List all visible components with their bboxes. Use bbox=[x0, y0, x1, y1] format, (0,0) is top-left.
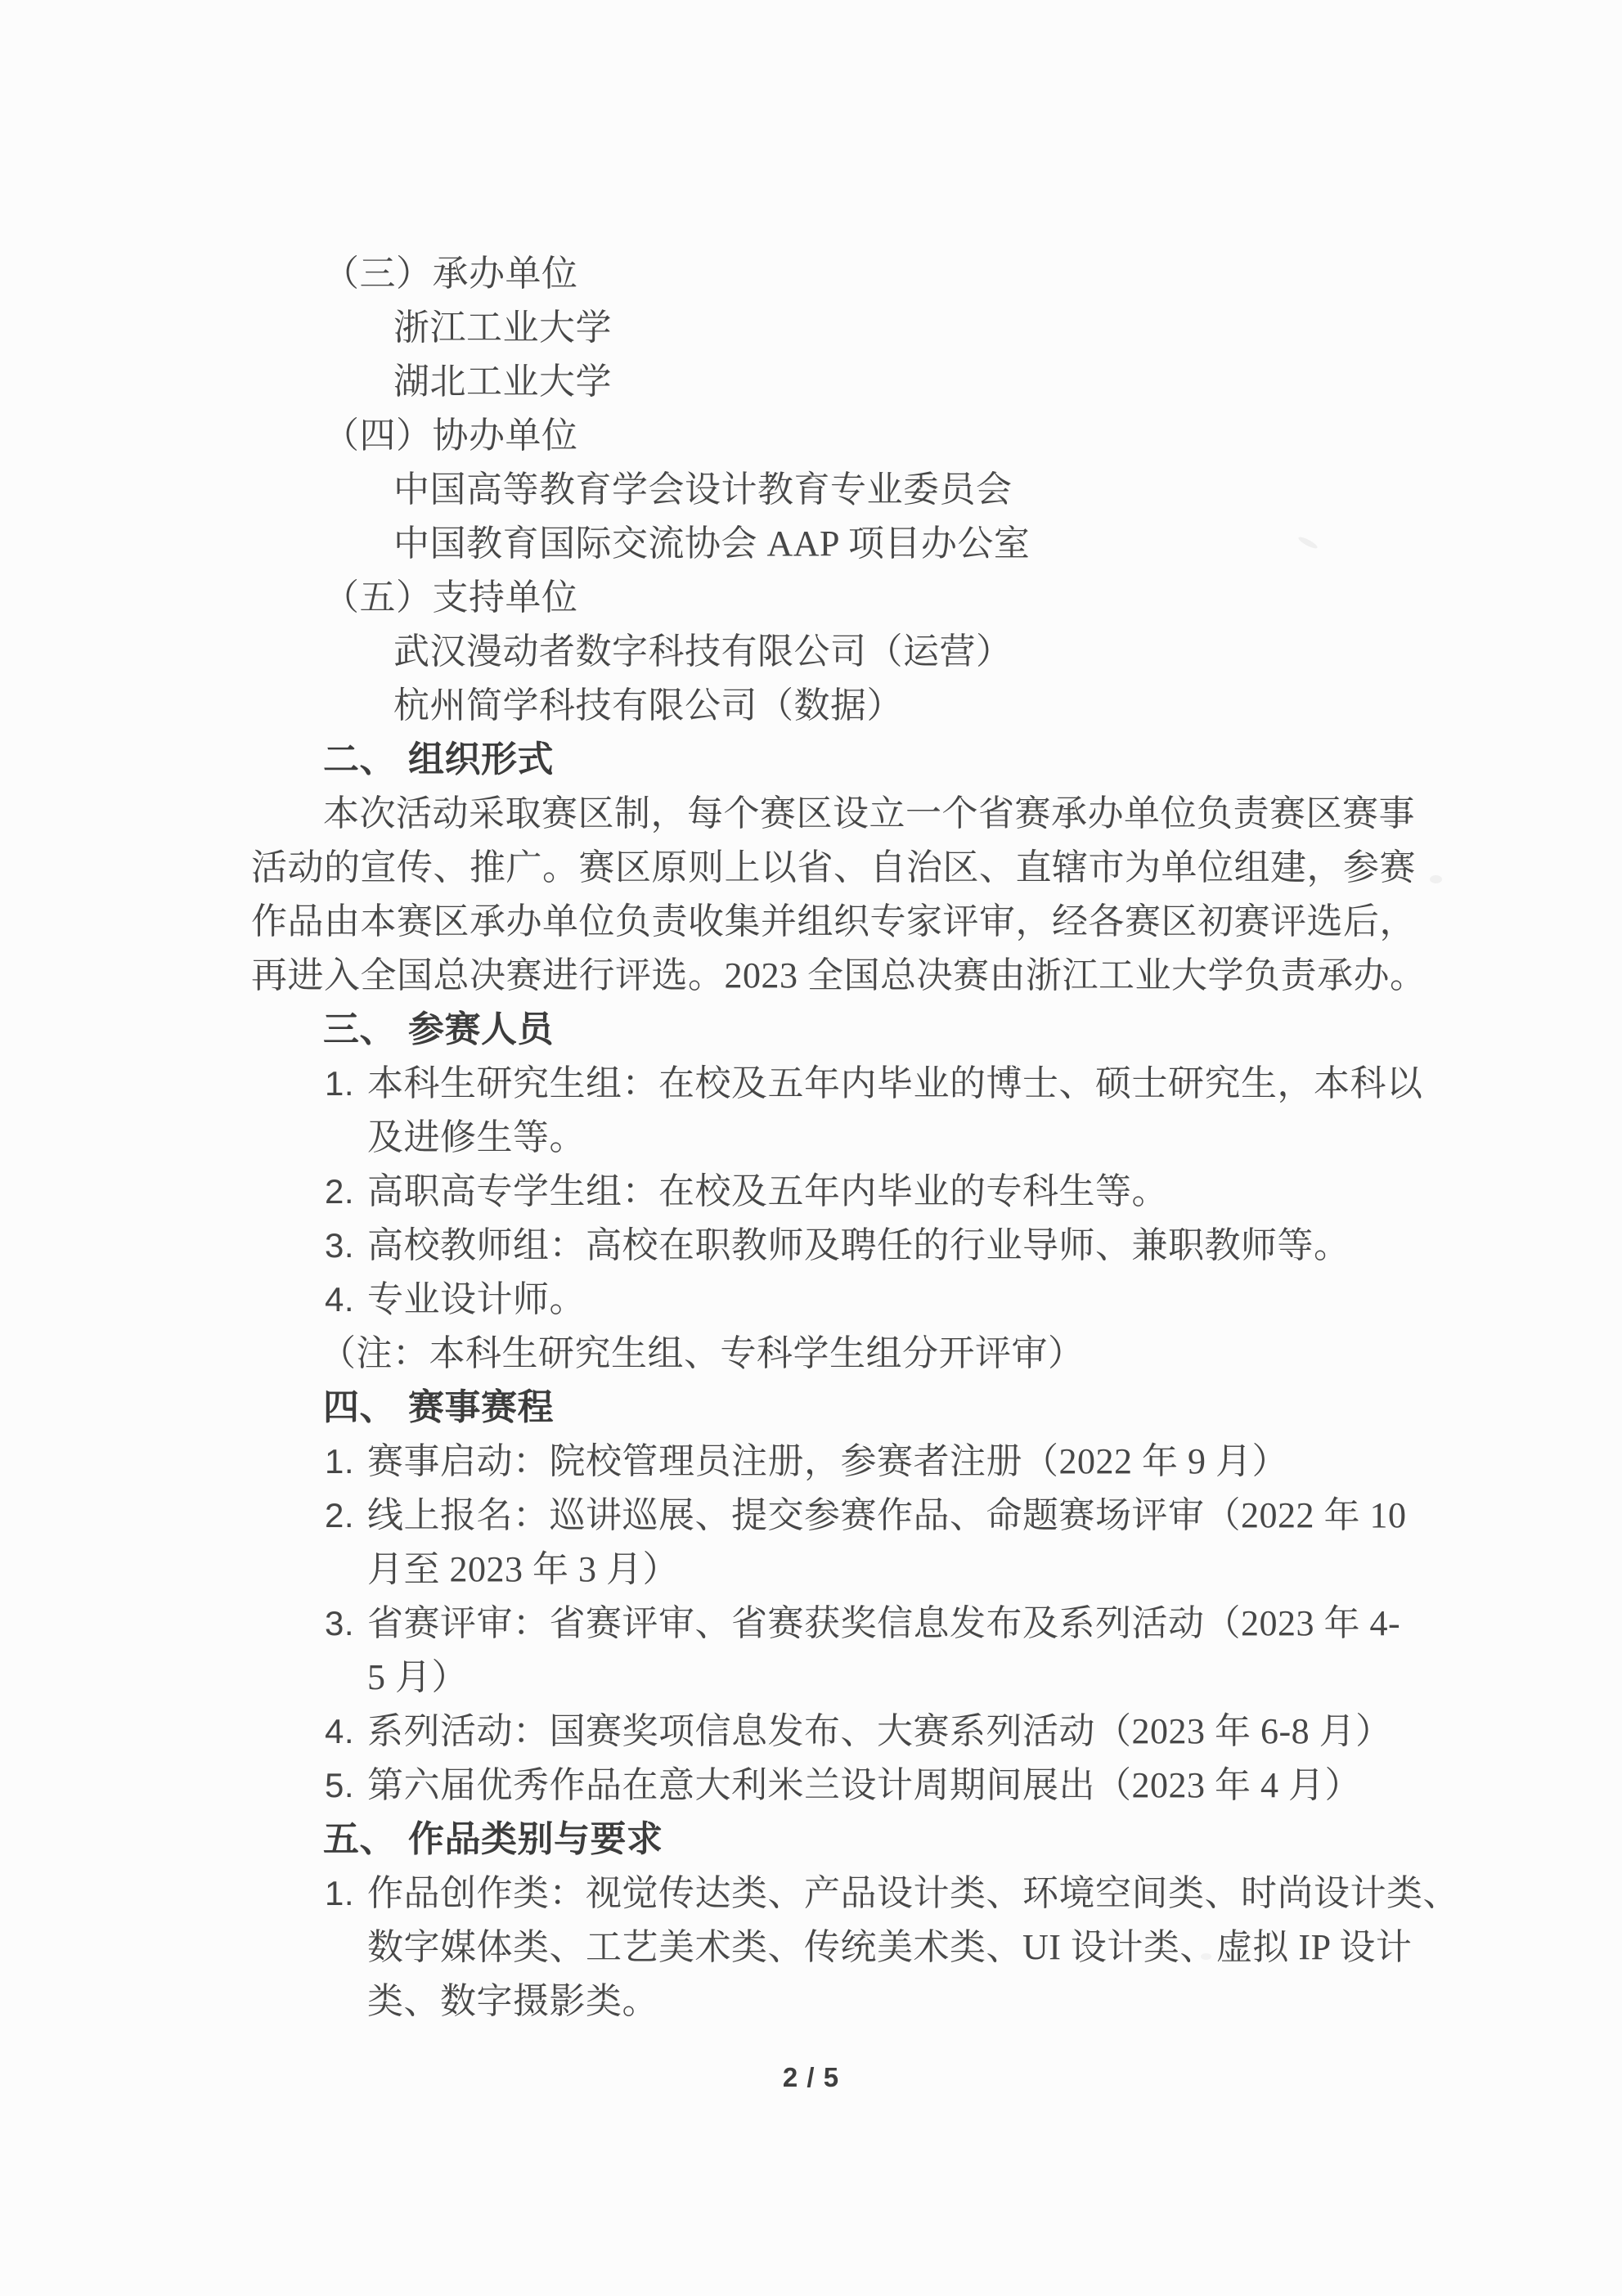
list-item-text: 作品创作类：视觉传达类、产品设计类、环境空间类、时尚设计类、 bbox=[367, 1873, 1459, 1913]
line-list-item bbox=[251, 1597, 1413, 1651]
list-item-text: 第六届优秀作品在意大利米兰设计周期间展出（2023 年 4 月） bbox=[367, 1765, 1361, 1805]
line-list-item bbox=[251, 1057, 1423, 1111]
section-marker: 四、 bbox=[323, 1387, 396, 1427]
list-item-text: 省赛评审：省赛评审、省赛获奖信息发布及系列活动（2023 年 4- bbox=[367, 1603, 1401, 1643]
list-item-text: 专业设计师。 bbox=[367, 1279, 586, 1319]
line-list-continuation: 及进修生等。 bbox=[367, 1117, 586, 1157]
list-item-text: 本科生研究生组：在校及五年内毕业的博士、硕士研究生，本科以 bbox=[367, 1063, 1423, 1103]
section-marker: 三、 bbox=[323, 1009, 396, 1049]
list-item-number: 1. bbox=[325, 1874, 355, 1912]
section-title: 赛事赛程 bbox=[408, 1387, 554, 1427]
list-item-text: 系列活动：国赛奖项信息发布、大赛系列活动（2023 年 6-8 月） bbox=[367, 1711, 1392, 1751]
line-list-continuation: 数字媒体类、工艺美术类、传统美术类、UI 设计类、虚拟 IP 设计 bbox=[367, 1927, 1413, 1967]
list-item-number: 4. bbox=[325, 1280, 355, 1319]
section-marker: 二、 bbox=[323, 739, 396, 780]
list-item-number: 3. bbox=[325, 1604, 355, 1642]
line-org-name: 中国高等教育学会设计教育专业委员会 bbox=[393, 470, 1013, 510]
line-list-item bbox=[251, 1165, 1413, 1219]
list-item-text: 高职高专学生组：在校及五年内毕业的专科生等。 bbox=[367, 1171, 1168, 1211]
line-section-header bbox=[251, 1813, 1413, 1867]
line-list-continuation: 月至 2023 年 3 月） bbox=[367, 1549, 679, 1589]
line-org-name: 中国教育国际交流协会 AAP 项目办公室 bbox=[393, 523, 1031, 564]
line-list-item bbox=[251, 1489, 1413, 1543]
section-marker: 五、 bbox=[323, 1819, 396, 1859]
page-number: 2 / 5 bbox=[782, 2062, 840, 2092]
line-section-header bbox=[251, 1381, 1413, 1435]
line-list-item bbox=[251, 1759, 1413, 1813]
line-org-name: 浙江工业大学 bbox=[393, 308, 612, 348]
line-list-item bbox=[251, 1435, 1413, 1489]
list-item-text: 高校教师组：高校在职教师及聘任的行业导师、兼职教师等。 bbox=[367, 1225, 1350, 1265]
line-paragraph: 再进入全国总决赛进行评选。2023 全国总决赛由浙江工业大学负责承办。 bbox=[251, 955, 1427, 995]
line-paren-header: （三）承办单位 bbox=[323, 254, 578, 294]
line-list-item bbox=[251, 1705, 1413, 1759]
document-content bbox=[251, 247, 1459, 2029]
list-item-number: 2. bbox=[325, 1496, 355, 1534]
list-item-number: 3. bbox=[325, 1226, 355, 1265]
section-title: 组织形式 bbox=[408, 739, 554, 780]
line-list-continuation: 类、数字摄影类。 bbox=[367, 1981, 658, 2021]
line-list-continuation: 5 月） bbox=[367, 1657, 468, 1697]
line-list-item bbox=[251, 1219, 1413, 1273]
scan-artifact bbox=[1201, 1953, 1211, 1960]
line-paren-header: （四）协办单位 bbox=[323, 416, 578, 456]
list-item-text: 线上报名：巡讲巡展、提交参赛作品、命题赛场评审（2022 年 10 bbox=[367, 1495, 1407, 1535]
line-org-name: 杭州简学科技有限公司（数据） bbox=[393, 685, 903, 726]
line-list-item bbox=[251, 1273, 1413, 1327]
line-org-name: 武汉漫动者数字科技有限公司（运营） bbox=[393, 631, 1013, 672]
line-paren-header: （五）支持单位 bbox=[323, 577, 578, 618]
section-title: 参赛人员 bbox=[408, 1009, 554, 1049]
line-note: （注：本科生研究生组、专科学生组分开评审） bbox=[320, 1333, 1085, 1373]
line-paragraph: 本次活动采取赛区制，每个赛区设立一个省赛承办单位负责赛区赛事 bbox=[323, 793, 1415, 833]
list-item-number: 1. bbox=[325, 1442, 355, 1480]
list-item-number: 1. bbox=[325, 1064, 355, 1103]
list-item-text: 赛事启动：院校管理员注册，参赛者注册（2022 年 9 月） bbox=[367, 1441, 1288, 1481]
line-paragraph: 作品由本赛区承办单位负责收集并组织专家评审，经各赛区初赛评选后， bbox=[251, 901, 1416, 941]
line-section-header bbox=[251, 1003, 1413, 1057]
line-paragraph: 活动的宣传、推广。赛区原则上以省、自治区、直辖市为单位组建，参赛 bbox=[251, 847, 1416, 887]
list-item-number: 4. bbox=[325, 1712, 355, 1750]
section-title: 作品类别与要求 bbox=[408, 1819, 663, 1859]
list-item-number: 5. bbox=[325, 1766, 355, 1804]
line-org-name: 湖北工业大学 bbox=[393, 362, 612, 402]
line-list-item bbox=[251, 1867, 1459, 1921]
line-section-header bbox=[251, 733, 1413, 787]
scan-artifact bbox=[1430, 875, 1442, 883]
list-item-number: 2. bbox=[325, 1172, 355, 1211]
